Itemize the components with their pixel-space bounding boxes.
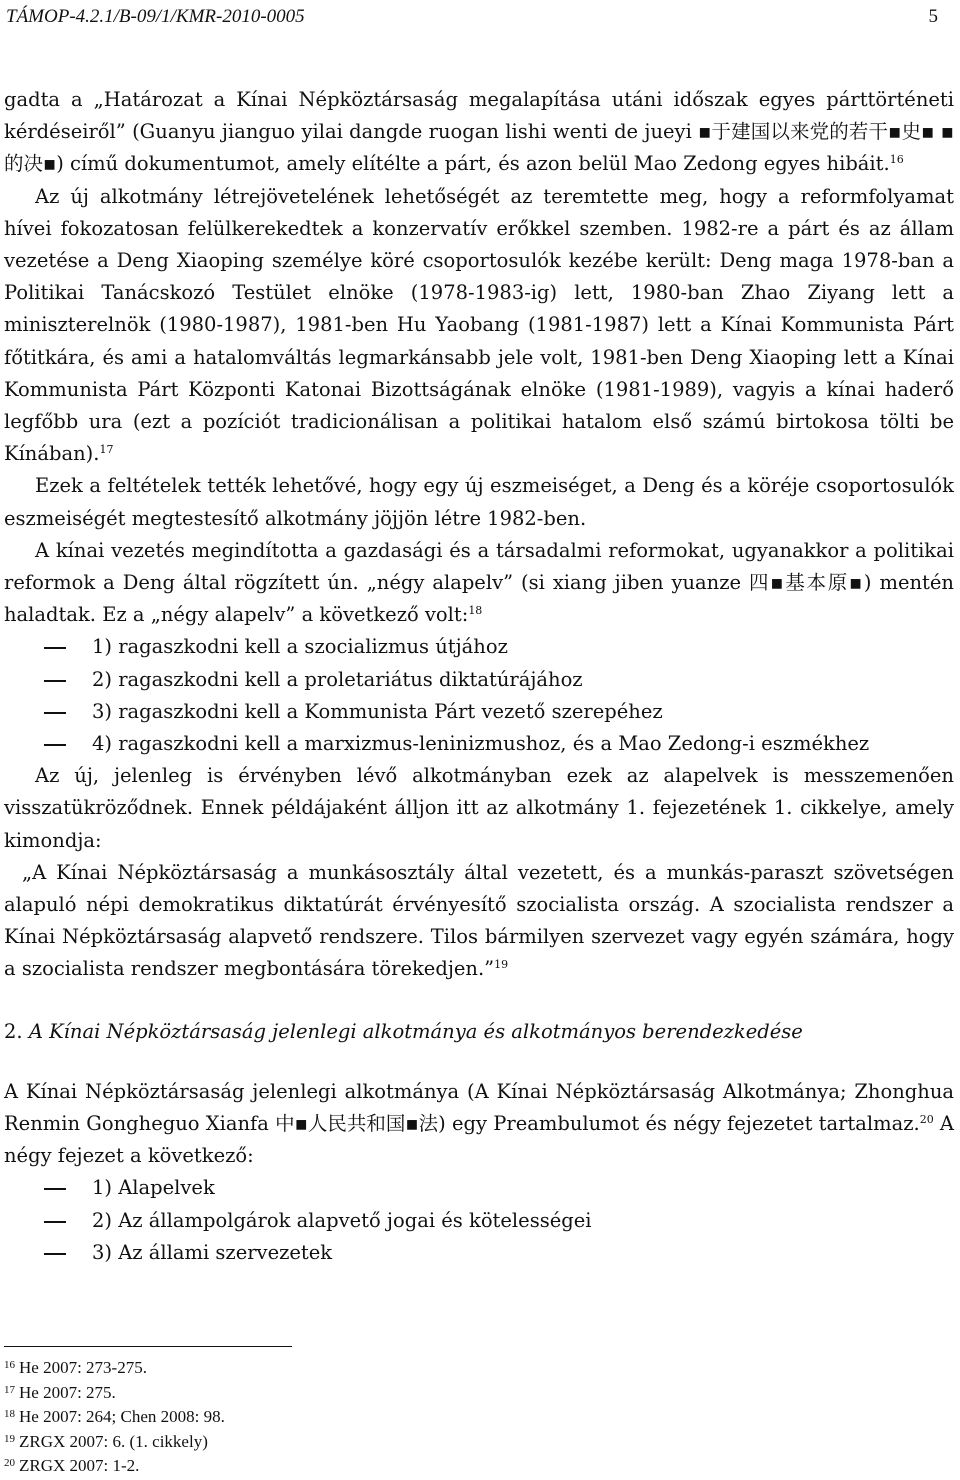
paragraph-4: A kínai vezetés megindította a gazdasági és a társadalmi reformokat, ugyanakkor a politikai reformok a Deng által rögzített ún. „négy alapelv” (si xiang jiben yuanze 四▪基本原▪) mentén haladtak. Ez a „négy alapelv” a következő volt:$^{18}$ xyxy=(4,538,954,627)
section-title: A Kínai Népköztársaság jelenlegi alkotmánya és alkotmányos berendezkedése xyxy=(28,1019,803,1043)
list-item: 3) ragaszkodni kell a Kommunista Párt vezető szerepéhez xyxy=(4,696,954,728)
footnote-ref-19[interactable]: 19 xyxy=(494,958,509,972)
footnote-ref-17[interactable]: 17 xyxy=(99,443,114,457)
section-number: 2. xyxy=(4,1019,23,1043)
section-heading xyxy=(4,1016,954,1048)
project-code: TÁMOP-4.2.1/B-09/1/KMR-2010-0005 xyxy=(6,6,305,27)
footnote: $^{18}$ He 2007: 264; Chen 2008: 98. xyxy=(4,1407,225,1426)
list-item: 2) Az állampolgárok alapvető jogai és kötelességei xyxy=(4,1205,954,1237)
footnote-ref-16[interactable]: 16 xyxy=(889,153,904,167)
footnote: $^{19}$ ZRGX 2007: 6. (1. cikkely) xyxy=(4,1431,208,1451)
footnote-separator xyxy=(4,1346,292,1347)
list-item: 1) ragaszkodni kell a szocializmus útjához xyxy=(4,631,954,663)
paragraph-5: Az új, jelenleg is érvényben lévő alkotmányban ezek az alapelvek is messzemenően visszatükröződnek. Ennek példájaként álljon itt az alkotmány 1. fejezetének 1. cikkelye, amely kimondja: xyxy=(4,764,954,852)
document-body xyxy=(4,84,954,1269)
paragraph-1: gadta a „Határozat a Kínai Népköztársaság megalapítása utáni időszak egyes párttörténeti kérdéseiről” (Guanyu jianguo yilai dangde ruogan lishi wenti de jueyi ▪于建国以来党的若干▪史▪ ▪的决▪) című dokumentumot, amely elítélte a párt, és azon belül Mao Zedong egyes hibáit.$^{16}$ xyxy=(4,88,954,176)
paragraph-2: Az új alkotmány létrejövetelének lehetőségét az teremtette meg, hogy a reformfolyamat hívei fokozatosan felülkerekedtek a konzervatív erőkkel szemben. 1982-re a párt és az állam vezetése a Deng Xiaoping személye köré csoportosulók kezébe került: Deng maga 1978-ban a Politikai Tanácskozó Testület elnöke (1978-1983-ig) lett, 1980-ban Zhao Ziyang lett a miniszterelnök (1980-1987), 1981-ben Hu Yaobang (1981-1987) lett a Kínai Kommunista Párt főtitkára, és ami a hatalomváltás legmarkánsabb jele volt, 1981-ben Deng Xiaoping lett a Kínai Kommunista Párt Központi Katonai Bizottságának elnöke (1981-1989), vagyis a kínai haderő legfőbb ura (ezt a pozíciót tradicionálisan a politikai hatalom első számú birtokosa tölti be Kínában).$^{17}$ xyxy=(4,184,954,466)
paragraph-6: A Kínai Népköztársaság jelenlegi alkotmánya (A Kínai Népköztársaság Alkotmánya; Zhonghua Renmin Gongheguo Xianfa 中▪人民共和国▪法) egy Preambulumot és négy fejezetet tartalmaz.$^{20}$ A négy fejezet a következő: xyxy=(4,1079,955,1168)
page-header xyxy=(6,6,938,32)
footnote: $^{16}$ He 2007: 273-275. xyxy=(4,1358,147,1377)
chapters-list xyxy=(4,1172,954,1269)
footnote: $^{17}$ He 2007: 275. xyxy=(4,1382,116,1402)
footnote: $^{20}$ ZRGX 2007: 1-2. xyxy=(4,1456,140,1475)
list-item: 3) Az állami szervezetek xyxy=(4,1237,954,1269)
list-item: 2) ragaszkodni kell a proletariátus diktatúrájához xyxy=(4,664,954,696)
footnotes xyxy=(4,1356,225,1479)
footnote-ref-18[interactable]: 18 xyxy=(468,604,483,618)
list-item: 1) Alapelvek xyxy=(4,1172,954,1204)
footnote-ref-20[interactable]: 20 xyxy=(919,1112,934,1126)
paragraph-3: Ezek a feltételek tették lehetővé, hogy egy új eszmeiséget, a Deng és a köréje csoportosulók eszmeiségét megtestesítő alkotmány jöjjön létre 1982-ben. xyxy=(4,474,954,530)
constitution-quote: „A Kínai Népköztársaság a munkásosztály által vezetett, és a munkás-paraszt szövetségen alapuló népi demokratikus diktatúrát érvényesítő szocialista ország. A szocialista rendszer a Kínai Népköztársaság alapvető rendszere. Tilos bármilyen szervezet vagy egyén számára, hogy a szocialista rendszer megbontására törekedjen.”$^{19}$ xyxy=(4,860,954,981)
page-number: 5 xyxy=(928,6,938,27)
list-item: 4) ragaszkodni kell a marxizmus-leninizmushoz, és a Mao Zedong-i eszmékhez xyxy=(4,728,954,760)
principles-list xyxy=(4,631,954,760)
